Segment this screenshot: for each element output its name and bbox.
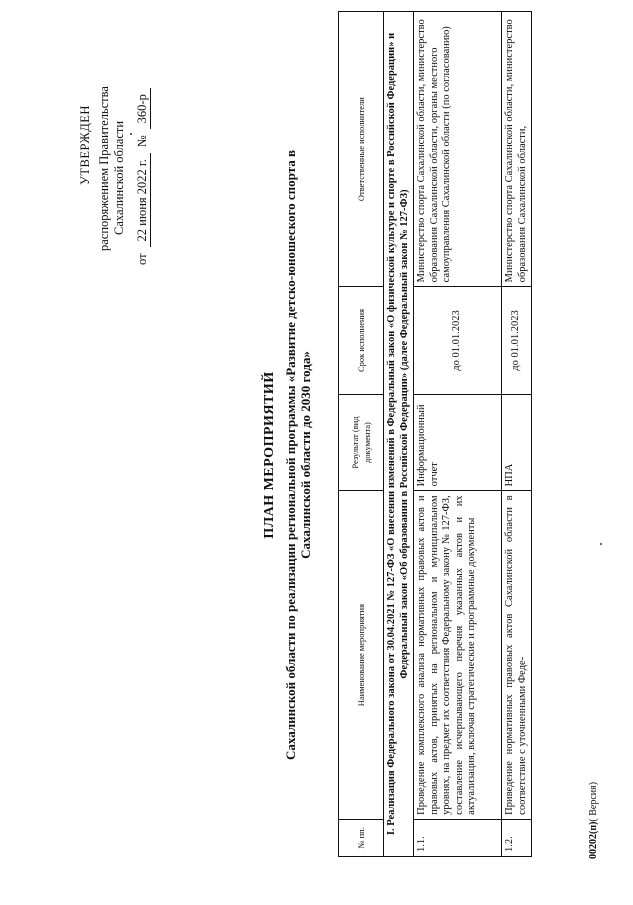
section-row	[384, 12, 414, 857]
approval-date: 22 июня 2022 г.	[135, 153, 151, 247]
row-num: 1.2.	[502, 819, 532, 856]
plan-title-main: ПЛАН МЕРОПРИЯТИЙ	[262, 371, 277, 539]
table-header-row	[339, 12, 384, 857]
approval-heading: УТВЕРЖДЕН	[78, 105, 92, 185]
table-row	[502, 12, 532, 857]
row-term: до 01.01.2023	[414, 287, 502, 394]
scan-speck	[130, 133, 132, 135]
approval-number-label: №	[135, 135, 149, 148]
row-result: Информационный отчет	[414, 394, 502, 491]
approval-line-1: распоряжением Правительства	[97, 86, 111, 251]
footer-code-number: 00202(п)	[588, 821, 599, 859]
row-num: 1.1.	[414, 819, 502, 856]
footer-code	[588, 782, 599, 859]
table-row	[414, 12, 502, 857]
footer-version: ( Версия)	[588, 781, 599, 822]
header-responsible: Ответственные исполнители	[339, 12, 384, 287]
approval-stamp	[78, 25, 151, 265]
scan-speck	[600, 543, 602, 545]
approval-number: 360-р	[135, 88, 151, 129]
header-result: Результат (вид документа)	[339, 394, 384, 491]
row-responsible: Министерство спорта Сахалинской области, министерство образования Сахалинской области, органы местного самоуправления Сахалинской области (по согласованию)	[414, 12, 502, 287]
approval-from-label: от	[135, 253, 149, 265]
approval-date-line	[135, 25, 151, 265]
row-result: НПА	[502, 394, 532, 491]
row-term: до 01.01.2023	[502, 287, 532, 394]
plan-title-line-3: Сахалинской области до 2030 года»	[298, 351, 313, 559]
approval-line-2: Сахалинской области	[112, 120, 126, 235]
section-title: I. Реализация Федерального закона от 30.04.2021 № 127-ФЗ «О внесении изменений в Федеральный закон «О физической культуре и спорте в Российской Федерации» и Федеральный закон «Об образовании в Российской Федерации» (далее Федеральный закон № 127-ФЗ)	[384, 12, 414, 857]
header-num: № пп.	[339, 819, 384, 856]
row-name: Проведение комплексного анализа нормативных правовых актов и правовых актов, принятых на региональном и муниципальном уровнях, на предмет их соответствия Федеральному закону № 127-ФЗ, составление исчерпывающего перечня указанных актов и их актуализация, включая стратегические и программные документы	[414, 491, 502, 819]
plan-title-line-2: Сахалинской области по реализации региональной программы «Развитие детско-юношеского спорта в	[283, 150, 298, 761]
plan-title	[262, 65, 313, 845]
row-responsible: Министерство спорта Сахалинской области, министерство образования Сахалинской области,	[502, 12, 532, 287]
header-term: Срок исполнения	[339, 287, 384, 394]
header-name: Наименование мероприятия	[339, 491, 384, 819]
row-name: Приведение нормативных правовых актов Сахалинской области в соответствие с уточненными Феде-	[502, 491, 532, 819]
plan-table	[338, 11, 532, 857]
